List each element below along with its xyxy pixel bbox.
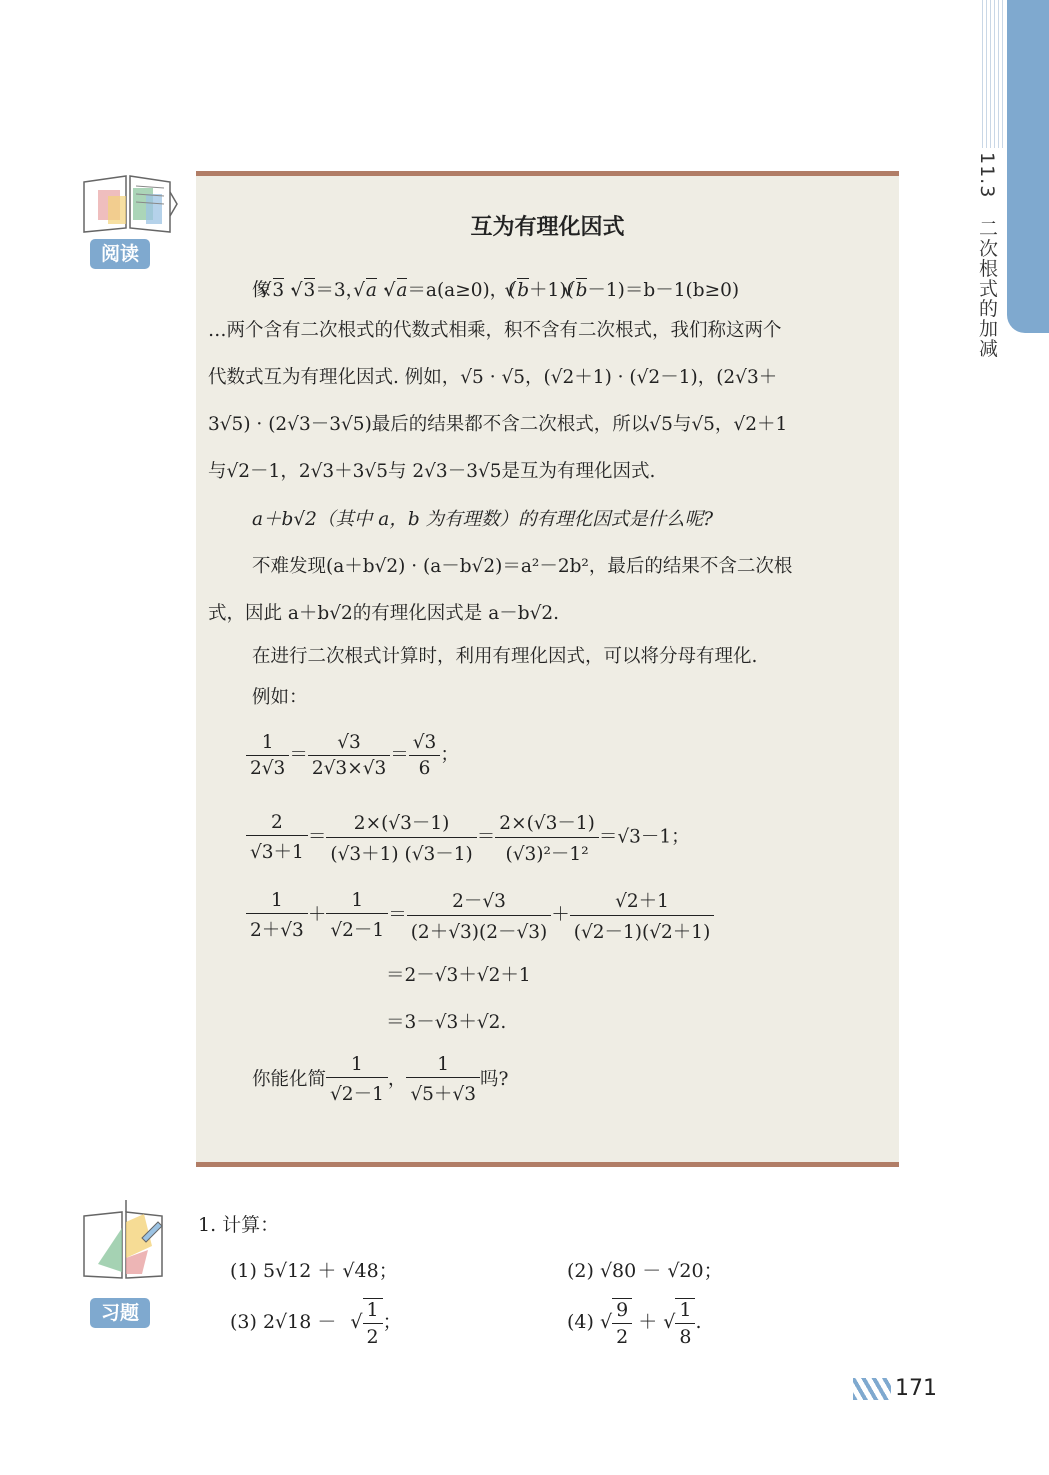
exercise-item-3: (3) 2√18 － √ $\frac{1}{2}$ ；	[230, 1299, 402, 1348]
paragraph-line-2: …两个含有二次根式的代数式相乘，积不含有二次根式，我们称这两个	[208, 320, 782, 341]
formula-1: $\frac{1}{2√3}$ ＝ $\frac{√3}{2√3\times√3}$ ＝ $\frac{√3}{6}$ ；	[246, 732, 459, 779]
paragraph-line-6: 不难发现(a＋b√2) · (a－b√2)＝a²－2b²，最后的结果不含二次根	[252, 556, 793, 577]
chapter-tab	[1007, 0, 1049, 333]
formula-4: ＝2－√3＋√2＋1	[386, 965, 531, 986]
exercise-item-4: (4) √ $\frac{9}{2}$ ＋ √ $\frac{1}{8}$ .	[567, 1299, 702, 1348]
reading-box	[196, 171, 899, 1167]
paragraph-line-5: 与√2－1，2√3＋3√5与 2√3－3√5是互为有理化因式.	[208, 461, 656, 482]
paragraph-line-7: 式，因此 a＋b√2的有理化因式是 a－b√2.	[208, 603, 560, 624]
chapter-title: 11.3 二次根式的加减	[976, 152, 998, 359]
exercise-heading: 1. 计算：	[198, 1214, 280, 1236]
exercise-item-1: (1) 5√12 ＋ √48；	[230, 1260, 398, 1282]
paragraph-line-3: 代数式互为有理化因式. 例如，√5 · √5，(√2＋1) · (√2－1)，(2√3＋	[208, 367, 778, 388]
paragraph-line-1: 像√ 3 · √ 3＝3，√ a · √ a＝a(a≥0)，(√ b＋1)(√ b－1)＝b－1(b≥0)	[252, 278, 739, 301]
formula-3: $\frac{1}{2+√3}$ ＋ $\frac{1}{√2-1}$ ＝ $\frac{2-√3}{(2+√3)(2-√3)}$ ＋ $\frac{√2+1}{(√2-1)(√2+1)}$	[246, 887, 714, 944]
exercise-badge: 习题	[90, 1298, 150, 1328]
formula-5: ＝3－√3＋√2.	[386, 1012, 507, 1033]
reading-title: 互为有理化因式	[470, 215, 625, 240]
question-line: a＋b√2（其中 a，b 为有理数）的有理化因式是什么呢?	[252, 509, 713, 530]
exercise-item-2: (2) √80 － √20；	[567, 1260, 723, 1282]
reading-badge: 阅读	[90, 239, 150, 269]
example-label: 例如：	[252, 687, 308, 708]
page-number: 171	[853, 1376, 937, 1401]
paragraph-line-4: 3√5) · (2√3－3√5)最后的结果都不含二次根式，所以√5与√5，√2＋1	[208, 414, 788, 435]
exercise-book-icon	[82, 1198, 166, 1286]
open-book-icon	[78, 172, 178, 234]
paragraph-line-8: 在进行二次根式计算时，利用有理化因式，可以将分母有理化.	[252, 646, 758, 667]
decorative-lines	[982, 0, 1004, 148]
formula-2: $\frac{2}{√3+1}$ ＝ $\frac{2\times(√3-1)}{(√3+1) (√3-1)}$ ＝ $\frac{2\times(√3-1)}{\text{(√3)²－1²}}$ ＝√3－1；	[246, 809, 690, 866]
stripes-decoration	[853, 1378, 891, 1400]
simplify-question: 你能化简 $\frac{1}{√2-1}$ ， $\frac{1}{√5+√3}$ 吗?	[252, 1054, 509, 1105]
